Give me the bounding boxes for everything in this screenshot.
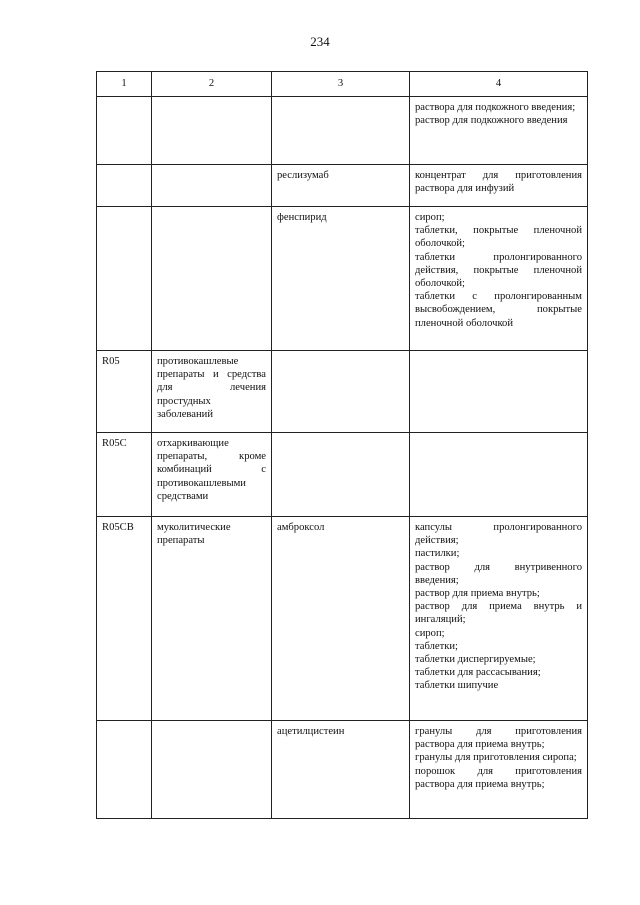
dosage-form: гранулы для приготовления раствора для приема внутрь; (415, 726, 582, 751)
dosage-form: таблетки с пролонгированным высвобождением, покрытые пленочной оболочкой (415, 291, 582, 329)
dosage-forms-cell (410, 165, 588, 207)
dosage-form: пастилки; (415, 548, 460, 560)
dosage-form: таблетки шипучие (415, 680, 499, 692)
table-header-row (97, 72, 588, 97)
dosage-form: таблетки пролонгированного действия, покрытые пленочной оболочкой; (415, 251, 582, 290)
group-description-cell: противокашлевые препараты и средства для лечения простудных заболеваний (152, 351, 272, 433)
dosage-form: капсулы пролонгированного действия; (415, 522, 582, 547)
group-description-cell (152, 165, 272, 207)
column-header: 2 (152, 72, 272, 97)
atc-code-cell (97, 97, 152, 165)
table-row (97, 351, 588, 433)
dosage-form: таблетки для рассасывания; (415, 667, 541, 679)
column-header: 1 (97, 72, 152, 97)
group-description-cell (152, 97, 272, 165)
table-row (97, 517, 588, 721)
atc-code-cell (97, 721, 152, 819)
dosage-form: порошок для приготовления раствора для приема внутрь; (415, 765, 582, 790)
dosage-form: концентрат для приготовления раствора для инфузий (415, 170, 582, 195)
dosage-forms-cell (410, 721, 588, 819)
column-header: 3 (272, 72, 410, 97)
substance-cell (272, 433, 410, 517)
atc-code-cell: R05 (97, 351, 152, 433)
dosage-form: таблетки, покрытые пленочной оболочкой; (415, 225, 582, 250)
dosage-form: раствор для внутривенного введения; (415, 561, 582, 586)
substance-cell: ацетилцистеин (272, 721, 410, 819)
dosage-form: гранулы для приготовления сиропа; (415, 752, 577, 764)
dosage-form: сироп; (415, 212, 445, 223)
dosage-form: раствор для подкожного введения (415, 115, 568, 127)
group-description-cell (152, 721, 272, 819)
dosage-forms-cell (410, 433, 588, 517)
table-row (97, 433, 588, 517)
table-row (97, 721, 588, 819)
group-description-cell: отхаркивающие препараты, кроме комбинаций с противокашлевыми средствами (152, 433, 272, 517)
table-row (97, 165, 588, 207)
atc-code-cell (97, 207, 152, 351)
dosage-forms-cell (410, 351, 588, 433)
group-description-cell: муколитические препараты (152, 517, 272, 721)
column-header: 4 (410, 72, 588, 97)
table-row (97, 207, 588, 351)
substance-cell (272, 351, 410, 433)
substance-cell: реслизумаб (272, 165, 410, 207)
table-row (97, 97, 588, 165)
page-number: 234 (310, 34, 330, 49)
dosage-forms-cell (410, 517, 588, 721)
substance-cell: фенспирид (272, 207, 410, 351)
dosage-form: раствор для приема внутрь и ингаляций; (415, 601, 582, 626)
dosage-form: раствора для подкожного введения; (415, 102, 576, 113)
substance-cell: амброксол (272, 517, 410, 721)
dosage-form: таблетки диспергируемые; (415, 654, 536, 666)
drug-table (96, 71, 588, 819)
substance-cell (272, 97, 410, 165)
dosage-forms-cell (410, 207, 588, 351)
dosage-form: сироп; (415, 627, 445, 639)
atc-code-cell (97, 165, 152, 207)
group-description-cell (152, 207, 272, 351)
atc-code-cell: R05C (97, 433, 152, 517)
dosage-form: таблетки; (415, 640, 458, 652)
dosage-form: раствор для приема внутрь; (415, 588, 540, 600)
dosage-forms-cell (410, 97, 588, 165)
atc-code-cell: R05CB (97, 517, 152, 721)
